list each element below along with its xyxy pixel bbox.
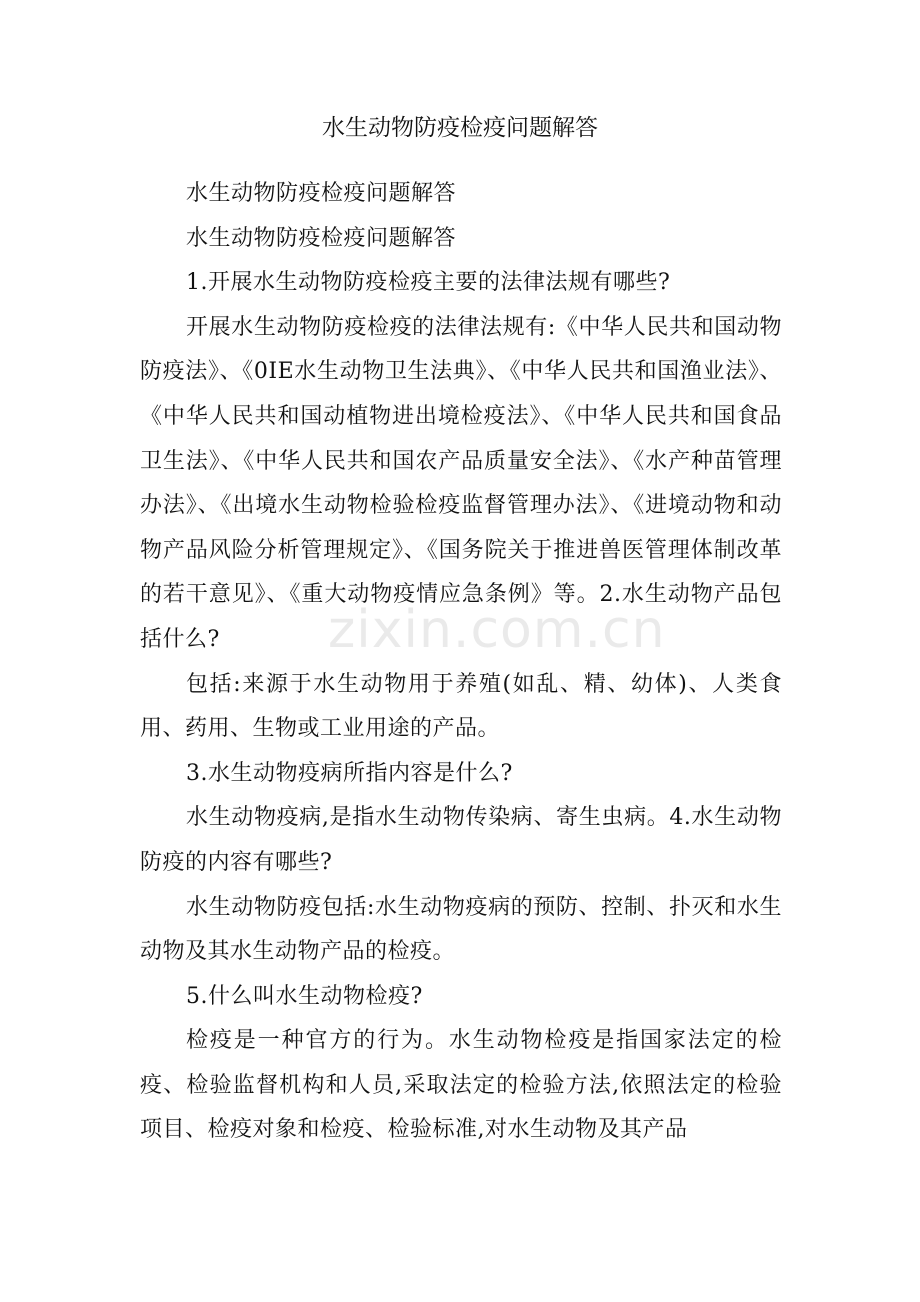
document-body: [140, 172, 782, 1153]
paragraph: 1.开展水生动物防疫检疫主要的法律法规有哪些?: [186, 270, 671, 296]
paragraph: 3.水生动物疫病所指内容是什么?: [186, 760, 513, 786]
paragraph: 水生动物防疫包括:水生动物疫病的预防、控制、扑灭和水生动物及其水生动物产品的检疫。: [140, 894, 782, 965]
watermark: zixin.com.cn: [328, 600, 666, 660]
paragraph: 包括:来源于水生动物用于养殖(如乱、精、幼体)、人类食用、药用、生物或工业用途的产品。: [140, 671, 782, 742]
paragraph: 5.什么叫水生动物检疫?: [186, 983, 423, 1009]
paragraph: 水生动物疫病,是指水生动物传染病、寄生虫病。4.水生动物防疫的内容有哪些?: [140, 805, 782, 875]
paragraph: 水生动物防疫检疫问题解答: [186, 225, 457, 251]
document-title: 水生动物防疫检疫问题解答: [322, 115, 598, 141]
paragraph: 水生动物防疫检疫问题解答: [186, 181, 457, 206]
paragraph: 检疫是一种官方的行为。水生动物检疫是指国家法定的检疫、检验监督机构和人员,采取法定的检验方法,依照法定的检验项目、检疫对象和检疫、检验标准,对水生动物及其产品: [140, 1028, 782, 1143]
paragraph: 开展水生动物防疫检疫的法律法规有:《中华人民共和国动物防疫法》、《0IE水生动物卫生法典》、《中华人民共和国渔业法》、《中华人民共和国动植物进出境检疫法》、《中华人民共和国食品卫生法》、《中华人民共和国农产品质量安全法》、《水产种苗管理办法》、《出境水生动物检验检疫监督管理办法》、《进境动物和动物产品风险分析管理规定》、《国务院关于推进兽医管理体制改革的若干意见》、《重大动物疫情应急条例》等。2.水生动物产品包括什么?: [140, 314, 782, 652]
